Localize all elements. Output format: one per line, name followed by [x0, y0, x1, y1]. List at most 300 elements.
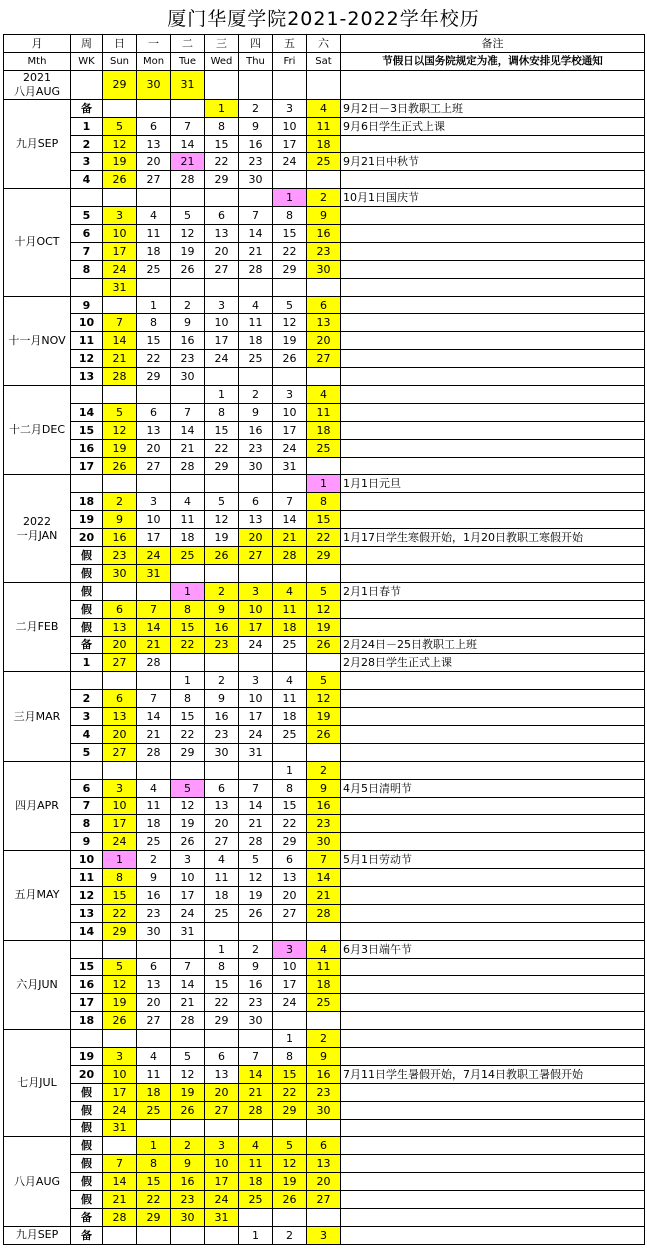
calendar-row — [4, 1119, 645, 1137]
day-cell-thu: 28 — [239, 833, 273, 851]
day-cell-tue: 26 — [171, 833, 205, 851]
day-cell-sun — [103, 1226, 137, 1244]
calendar-row — [4, 314, 645, 332]
day-cell-fri: 24 — [273, 153, 307, 171]
day-cell-fri — [273, 922, 307, 940]
week-number: 备 — [71, 1226, 103, 1244]
day-cell-thu: 26 — [239, 904, 273, 922]
day-cell-thu: 2 — [239, 940, 273, 958]
day-cell-sat: 18 — [307, 976, 341, 994]
day-cell-sun: 10 — [103, 225, 137, 243]
day-cell-thu: 20 — [239, 529, 273, 547]
day-cell-sun: 13 — [103, 708, 137, 726]
day-cell-wed: 18 — [205, 886, 239, 904]
day-cell-thu: 6 — [239, 493, 273, 511]
calendar-row — [4, 403, 645, 421]
day-cell-sat — [307, 1209, 341, 1227]
week-number: 7 — [71, 242, 103, 260]
day-cell-mon: 27 — [137, 457, 171, 475]
week-number: 假 — [71, 547, 103, 565]
week-number: 假 — [71, 1101, 103, 1119]
calendar-row — [4, 368, 645, 386]
week-number: 7 — [71, 797, 103, 815]
note-cell — [341, 833, 645, 851]
day-cell-tue: 14 — [171, 976, 205, 994]
day-cell-mon: 22 — [137, 1191, 171, 1209]
day-cell-mon: 17 — [137, 529, 171, 547]
day-cell-mon: 1 — [137, 1137, 171, 1155]
day-cell-wed — [205, 761, 239, 779]
day-cell-wed — [205, 368, 239, 386]
day-cell-sun: 21 — [103, 350, 137, 368]
day-cell-tue — [171, 99, 205, 117]
week-number: 假 — [71, 618, 103, 636]
day-cell-mon — [137, 278, 171, 296]
day-cell-mon: 25 — [137, 1101, 171, 1119]
week-number: 3 — [71, 708, 103, 726]
day-cell-fri: 17 — [273, 976, 307, 994]
day-cell-tue: 5 — [171, 207, 205, 225]
day-cell-sat: 21 — [307, 886, 341, 904]
day-cell-thu: 16 — [239, 135, 273, 153]
day-cell-wed: 25 — [205, 904, 239, 922]
week-number: 14 — [71, 922, 103, 940]
note-cell: 2月28日学生正式上课 — [341, 654, 645, 672]
week-number: 备 — [71, 99, 103, 117]
calendar-row — [4, 70, 645, 99]
day-cell-wed: 31 — [205, 1209, 239, 1227]
day-cell-thu — [239, 368, 273, 386]
day-cell-wed: 8 — [205, 958, 239, 976]
calendar-row — [4, 672, 645, 690]
day-cell-wed — [205, 278, 239, 296]
day-cell-thu — [239, 1030, 273, 1048]
day-cell-thu: 10 — [239, 600, 273, 618]
day-cell-sun: 19 — [103, 153, 137, 171]
day-cell-tue: 14 — [171, 135, 205, 153]
day-cell-sat: 19 — [307, 708, 341, 726]
day-cell-thu: 4 — [239, 296, 273, 314]
week-number: 假 — [71, 600, 103, 618]
note-cell — [341, 457, 645, 475]
note-cell: 9月2日－3日教职工上班 — [341, 99, 645, 117]
day-cell-thu: 21 — [239, 1083, 273, 1101]
month-label: 十一月NOV — [4, 296, 71, 385]
day-cell-thu: 9 — [239, 117, 273, 135]
day-cell-sun: 29 — [103, 922, 137, 940]
day-cell-sun: 5 — [103, 117, 137, 135]
day-cell-fri: 4 — [273, 672, 307, 690]
calendar-row — [4, 708, 645, 726]
note-cell — [341, 708, 645, 726]
header-thu: 四 — [239, 35, 273, 53]
header-wk: WK — [71, 52, 103, 70]
day-cell-sat: 4 — [307, 99, 341, 117]
day-cell-sat: 11 — [307, 117, 341, 135]
calendar-row — [4, 1012, 645, 1030]
day-cell-tue: 15 — [171, 618, 205, 636]
note-cell — [341, 1209, 645, 1227]
day-cell-fri: 1 — [273, 189, 307, 207]
header-week: 周 — [71, 35, 103, 53]
day-cell-fri: 28 — [273, 547, 307, 565]
day-cell-mon: 28 — [137, 743, 171, 761]
note-cell — [341, 511, 645, 529]
header-sun: 日 — [103, 35, 137, 53]
week-number: 11 — [71, 869, 103, 887]
note-cell — [341, 1047, 645, 1065]
note-cell — [341, 368, 645, 386]
note-cell: 5月1日劳动节 — [341, 851, 645, 869]
note-cell — [341, 278, 645, 296]
day-cell-tue: 19 — [171, 1083, 205, 1101]
day-cell-tue: 14 — [171, 421, 205, 439]
day-cell-fri — [273, 654, 307, 672]
day-cell-wed: 16 — [205, 708, 239, 726]
day-cell-wed: 1 — [205, 386, 239, 404]
note-cell — [341, 260, 645, 278]
day-cell-sat: 11 — [307, 403, 341, 421]
day-cell-tue: 8 — [171, 600, 205, 618]
note-cell — [341, 743, 645, 761]
header-wed: 三 — [205, 35, 239, 53]
calendar-row — [4, 976, 645, 994]
week-number: 假 — [71, 1155, 103, 1173]
day-cell-mon: 23 — [137, 904, 171, 922]
day-cell-tue: 26 — [171, 260, 205, 278]
note-cell — [341, 618, 645, 636]
note-cell — [341, 904, 645, 922]
day-cell-mon: 14 — [137, 708, 171, 726]
day-cell-wed: 29 — [205, 1012, 239, 1030]
header-row-en — [4, 52, 645, 70]
day-cell-mon: 20 — [137, 994, 171, 1012]
day-cell-wed: 2 — [205, 582, 239, 600]
month-label: 十月OCT — [4, 189, 71, 296]
week-number: 1 — [71, 117, 103, 135]
calendar-row — [4, 582, 645, 600]
day-cell-sun: 5 — [103, 958, 137, 976]
day-cell-wed — [205, 922, 239, 940]
day-cell-mon — [137, 386, 171, 404]
day-cell-mon: 2 — [137, 851, 171, 869]
day-cell-wed: 9 — [205, 600, 239, 618]
week-number: 8 — [71, 815, 103, 833]
day-cell-sat: 9 — [307, 779, 341, 797]
day-cell-mon: 21 — [137, 636, 171, 654]
note-cell — [341, 225, 645, 243]
day-cell-mon — [137, 672, 171, 690]
day-cell-sat: 18 — [307, 421, 341, 439]
day-cell-thu: 1 — [239, 1226, 273, 1244]
note-cell — [341, 815, 645, 833]
note-cell — [341, 421, 645, 439]
day-cell-thu: 9 — [239, 958, 273, 976]
day-cell-fri: 5 — [273, 1137, 307, 1155]
week-number: 18 — [71, 493, 103, 511]
day-cell-sat: 19 — [307, 618, 341, 636]
day-cell-sun: 23 — [103, 547, 137, 565]
day-cell-wed — [205, 70, 239, 99]
day-cell-mon: 14 — [137, 618, 171, 636]
day-cell-wed: 24 — [205, 1191, 239, 1209]
day-cell-thu: 11 — [239, 1155, 273, 1173]
day-cell-sun: 8 — [103, 869, 137, 887]
day-cell-mon — [137, 940, 171, 958]
day-cell-wed — [205, 475, 239, 493]
day-cell-fri — [273, 1119, 307, 1137]
day-cell-sat: 4 — [307, 940, 341, 958]
day-cell-thu — [239, 1119, 273, 1137]
day-cell-thu: 21 — [239, 815, 273, 833]
calendar-row — [4, 1083, 645, 1101]
day-cell-sun — [103, 386, 137, 404]
day-cell-mon — [137, 1226, 171, 1244]
day-cell-mon: 31 — [137, 564, 171, 582]
day-cell-sat: 4 — [307, 386, 341, 404]
calendar-row — [4, 1101, 645, 1119]
day-cell-mon: 8 — [137, 1155, 171, 1173]
day-cell-wed: 1 — [205, 940, 239, 958]
week-number: 8 — [71, 260, 103, 278]
day-cell-mon: 13 — [137, 421, 171, 439]
day-cell-mon — [137, 99, 171, 117]
day-cell-fri — [273, 171, 307, 189]
day-cell-sat: 1 — [307, 475, 341, 493]
day-cell-wed: 13 — [205, 225, 239, 243]
note-cell — [341, 886, 645, 904]
day-cell-sun: 26 — [103, 171, 137, 189]
calendar-row — [4, 153, 645, 171]
week-number: 假 — [71, 1191, 103, 1209]
month-label: 三月MAR — [4, 672, 71, 761]
calendar-row — [4, 940, 645, 958]
day-cell-wed — [205, 654, 239, 672]
day-cell-thu — [239, 189, 273, 207]
day-cell-sat: 12 — [307, 690, 341, 708]
day-cell-tue: 5 — [171, 1047, 205, 1065]
note-cell — [341, 869, 645, 887]
day-cell-fri — [273, 743, 307, 761]
day-cell-sun: 29 — [103, 70, 137, 99]
week-number: 4 — [71, 725, 103, 743]
day-cell-mon: 7 — [137, 600, 171, 618]
day-cell-sat: 7 — [307, 851, 341, 869]
note-cell: 7月11日学生暑假开始，7月14日教职工暑假开始 — [341, 1065, 645, 1083]
calendar-row — [4, 958, 645, 976]
week-number: 17 — [71, 994, 103, 1012]
day-cell-thu: 30 — [239, 457, 273, 475]
day-cell-fri: 18 — [273, 618, 307, 636]
day-cell-sat — [307, 1012, 341, 1030]
calendar-row — [4, 171, 645, 189]
day-cell-wed: 23 — [205, 725, 239, 743]
day-cell-sat: 13 — [307, 314, 341, 332]
day-cell-sat: 2 — [307, 761, 341, 779]
day-cell-mon: 27 — [137, 1012, 171, 1030]
calendar-row — [4, 815, 645, 833]
week-number: 10 — [71, 851, 103, 869]
day-cell-wed: 10 — [205, 1155, 239, 1173]
day-cell-mon: 18 — [137, 815, 171, 833]
day-cell-tue: 8 — [171, 690, 205, 708]
day-cell-fri: 1 — [273, 761, 307, 779]
day-cell-sat: 16 — [307, 797, 341, 815]
day-cell-sat: 20 — [307, 332, 341, 350]
day-cell-fri: 21 — [273, 529, 307, 547]
day-cell-thu: 2 — [239, 99, 273, 117]
calendar-row — [4, 904, 645, 922]
week-number — [71, 672, 103, 690]
day-cell-wed: 6 — [205, 779, 239, 797]
day-cell-mon: 18 — [137, 1083, 171, 1101]
day-cell-tue: 21 — [171, 439, 205, 457]
day-cell-sun: 3 — [103, 779, 137, 797]
calendar-row — [4, 296, 645, 314]
day-cell-wed: 10 — [205, 314, 239, 332]
day-cell-fri: 1 — [273, 1030, 307, 1048]
day-cell-mon: 11 — [137, 1065, 171, 1083]
day-cell-mon — [137, 189, 171, 207]
day-cell-tue — [171, 654, 205, 672]
day-cell-tue — [171, 1030, 205, 1048]
day-cell-wed: 9 — [205, 690, 239, 708]
day-cell-fri: 29 — [273, 260, 307, 278]
day-cell-thu — [239, 922, 273, 940]
calendar-row — [4, 1173, 645, 1191]
day-cell-sun — [103, 1137, 137, 1155]
day-cell-sat: 6 — [307, 296, 341, 314]
day-cell-fri: 10 — [273, 117, 307, 135]
day-cell-wed: 12 — [205, 511, 239, 529]
week-number: 假 — [71, 1119, 103, 1137]
day-cell-mon: 10 — [137, 511, 171, 529]
day-cell-sat: 27 — [307, 350, 341, 368]
day-cell-fri: 19 — [273, 332, 307, 350]
note-cell — [341, 70, 645, 99]
day-cell-thu: 14 — [239, 1065, 273, 1083]
day-cell-sun: 7 — [103, 1155, 137, 1173]
day-cell-fri: 13 — [273, 869, 307, 887]
note-cell — [341, 994, 645, 1012]
day-cell-sun: 19 — [103, 439, 137, 457]
week-number — [71, 761, 103, 779]
day-cell-fri: 7 — [273, 493, 307, 511]
calendar-row — [4, 350, 645, 368]
day-cell-sun: 24 — [103, 260, 137, 278]
day-cell-fri: 29 — [273, 1101, 307, 1119]
day-cell-tue: 21 — [171, 994, 205, 1012]
day-cell-wed: 27 — [205, 833, 239, 851]
day-cell-mon: 8 — [137, 314, 171, 332]
month-label: 八月AUG — [4, 1137, 71, 1226]
week-number: 18 — [71, 1012, 103, 1030]
day-cell-fri: 11 — [273, 600, 307, 618]
day-cell-thu: 24 — [239, 725, 273, 743]
week-number: 假 — [71, 1083, 103, 1101]
day-cell-wed: 19 — [205, 529, 239, 547]
week-number: 14 — [71, 403, 103, 421]
day-cell-thu: 25 — [239, 350, 273, 368]
day-cell-wed: 27 — [205, 260, 239, 278]
note-cell: 4月5日清明节 — [341, 779, 645, 797]
day-cell-tue: 1 — [171, 672, 205, 690]
header-month: 月 — [4, 35, 71, 53]
day-cell-tue: 22 — [171, 636, 205, 654]
calendar-row — [4, 833, 645, 851]
day-cell-wed: 1 — [205, 99, 239, 117]
note-cell — [341, 1030, 645, 1048]
day-cell-tue: 23 — [171, 350, 205, 368]
day-cell-wed: 16 — [205, 618, 239, 636]
day-cell-thu: 24 — [239, 636, 273, 654]
day-cell-fri — [273, 475, 307, 493]
day-cell-tue: 12 — [171, 797, 205, 815]
day-cell-sat: 30 — [307, 1101, 341, 1119]
day-cell-mon: 13 — [137, 976, 171, 994]
day-cell-fri: 17 — [273, 135, 307, 153]
note-cell: 9月6日学生正式上课 — [341, 117, 645, 135]
day-cell-tue: 16 — [171, 1173, 205, 1191]
day-cell-fri: 24 — [273, 994, 307, 1012]
day-cell-sat: 6 — [307, 1137, 341, 1155]
day-cell-sun: 22 — [103, 904, 137, 922]
week-number: 19 — [71, 511, 103, 529]
day-cell-sun: 14 — [103, 332, 137, 350]
day-cell-sun — [103, 672, 137, 690]
note-cell — [341, 1101, 645, 1119]
day-cell-sat: 13 — [307, 1155, 341, 1173]
day-cell-sat — [307, 368, 341, 386]
day-cell-fri: 22 — [273, 1083, 307, 1101]
day-cell-tue: 23 — [171, 1191, 205, 1209]
week-number: 11 — [71, 332, 103, 350]
day-cell-mon: 27 — [137, 171, 171, 189]
note-cell: 2月1日春节 — [341, 582, 645, 600]
calendar-row — [4, 886, 645, 904]
calendar-row — [4, 1137, 645, 1155]
week-number: 3 — [71, 153, 103, 171]
day-cell-mon: 22 — [137, 350, 171, 368]
calendar-row — [4, 1065, 645, 1083]
day-cell-mon: 4 — [137, 779, 171, 797]
calendar-row — [4, 851, 645, 869]
day-cell-sat: 12 — [307, 600, 341, 618]
day-cell-sat: 14 — [307, 869, 341, 887]
day-cell-wed — [205, 189, 239, 207]
calendar-row — [4, 242, 645, 260]
day-cell-tue — [171, 940, 205, 958]
day-cell-wed: 11 — [205, 869, 239, 887]
day-cell-tue: 17 — [171, 886, 205, 904]
header-mth: Mth — [4, 52, 71, 70]
day-cell-thu: 30 — [239, 171, 273, 189]
day-cell-sat: 5 — [307, 582, 341, 600]
day-cell-mon — [137, 1119, 171, 1137]
header-mon: 一 — [137, 35, 171, 53]
day-cell-sat — [307, 278, 341, 296]
day-cell-thu: 5 — [239, 851, 273, 869]
day-cell-sat: 26 — [307, 725, 341, 743]
calendar-row — [4, 797, 645, 815]
header-fri-en: Fri — [273, 52, 307, 70]
note-cell — [341, 439, 645, 457]
week-number: 2 — [71, 135, 103, 153]
day-cell-thu: 19 — [239, 886, 273, 904]
month-label: 七月JUL — [4, 1030, 71, 1137]
note-cell — [341, 725, 645, 743]
day-cell-tue: 9 — [171, 1155, 205, 1173]
